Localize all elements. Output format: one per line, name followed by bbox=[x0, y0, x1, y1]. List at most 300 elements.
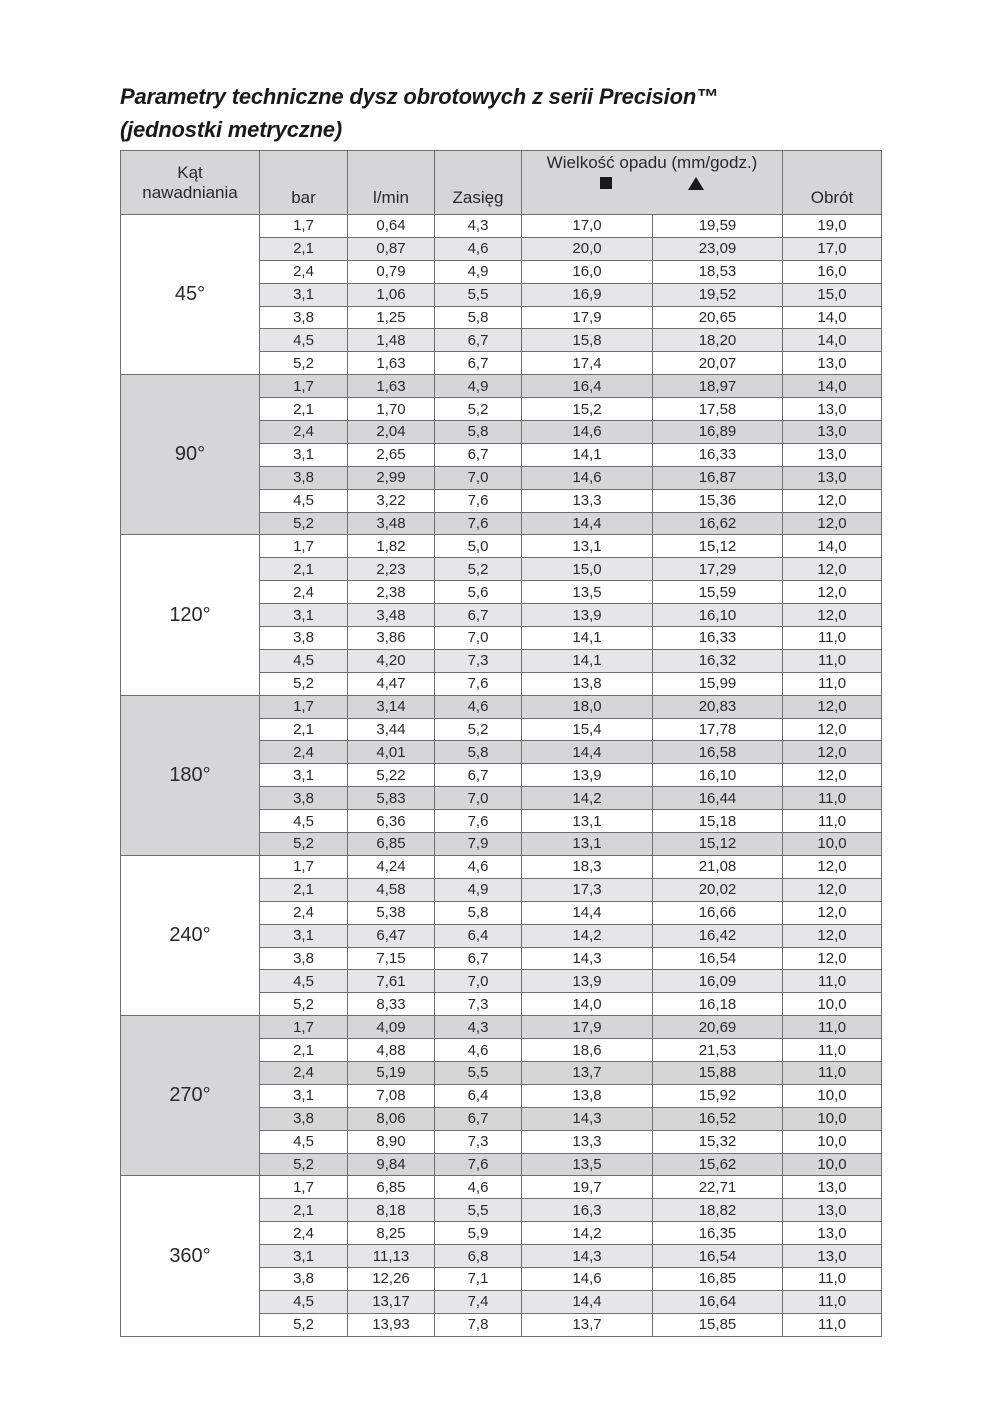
header-bar: bar bbox=[260, 151, 348, 215]
bar-cell: 4,5 bbox=[260, 649, 348, 672]
rotation-cell: 12,0 bbox=[783, 764, 882, 787]
rate-square-cell: 15,0 bbox=[522, 558, 653, 581]
rate-square-cell: 14,6 bbox=[522, 466, 653, 489]
rate-triangle-cell: 16,64 bbox=[653, 1290, 783, 1313]
rotation-cell: 11,0 bbox=[783, 787, 882, 810]
range-cell: 5,2 bbox=[435, 558, 522, 581]
header-precipitation-rate bbox=[522, 151, 783, 215]
rate-triangle-cell: 18,97 bbox=[653, 375, 783, 398]
rate-square-cell: 16,9 bbox=[522, 283, 653, 306]
rotation-cell: 11,0 bbox=[783, 1290, 882, 1313]
range-cell: 4,3 bbox=[435, 1016, 522, 1039]
bar-cell: 3,8 bbox=[260, 306, 348, 329]
rate-square-cell: 13,1 bbox=[522, 810, 653, 833]
rate-square-cell: 16,3 bbox=[522, 1199, 653, 1222]
flow-cell: 7,08 bbox=[348, 1084, 435, 1107]
rate-triangle-cell: 21,53 bbox=[653, 1039, 783, 1062]
rate-triangle-cell: 20,69 bbox=[653, 1016, 783, 1039]
rate-triangle-cell: 16,42 bbox=[653, 924, 783, 947]
rotation-cell: 11,0 bbox=[783, 970, 882, 993]
range-cell: 7,0 bbox=[435, 970, 522, 993]
bar-cell: 3,8 bbox=[260, 627, 348, 650]
bar-cell: 1,7 bbox=[260, 855, 348, 878]
rate-square-cell: 14,4 bbox=[522, 512, 653, 535]
rotation-cell: 12,0 bbox=[783, 741, 882, 764]
rotation-cell: 12,0 bbox=[783, 878, 882, 901]
rate-square-cell: 15,8 bbox=[522, 329, 653, 352]
rotation-cell: 10,0 bbox=[783, 1084, 882, 1107]
angle-cell: 45° bbox=[121, 215, 260, 375]
rotation-cell: 11,0 bbox=[783, 649, 882, 672]
rotation-cell: 13,0 bbox=[783, 443, 882, 466]
rate-square-cell: 20,0 bbox=[522, 237, 653, 260]
rate-square-cell: 14,3 bbox=[522, 1245, 653, 1268]
bar-cell: 2,1 bbox=[260, 878, 348, 901]
rotation-cell: 11,0 bbox=[783, 1061, 882, 1084]
flow-cell: 1,25 bbox=[348, 306, 435, 329]
range-cell: 4,3 bbox=[435, 215, 522, 238]
range-cell: 7,8 bbox=[435, 1313, 522, 1336]
flow-cell: 2,38 bbox=[348, 581, 435, 604]
range-cell: 6,4 bbox=[435, 1084, 522, 1107]
bar-cell: 2,4 bbox=[260, 581, 348, 604]
range-cell: 6,7 bbox=[435, 443, 522, 466]
rate-square-cell: 18,6 bbox=[522, 1039, 653, 1062]
bar-cell: 3,8 bbox=[260, 947, 348, 970]
bar-cell: 3,1 bbox=[260, 1084, 348, 1107]
rate-triangle-cell: 18,53 bbox=[653, 260, 783, 283]
flow-cell: 4,20 bbox=[348, 649, 435, 672]
rate-square-cell: 13,7 bbox=[522, 1313, 653, 1336]
rate-triangle-cell: 15,92 bbox=[653, 1084, 783, 1107]
rotation-cell: 12,0 bbox=[783, 718, 882, 741]
flow-cell: 1,63 bbox=[348, 352, 435, 375]
rate-square-cell: 14,4 bbox=[522, 1290, 653, 1313]
rotation-cell: 10,0 bbox=[783, 1153, 882, 1176]
range-cell: 6,7 bbox=[435, 329, 522, 352]
specs-table bbox=[120, 150, 882, 1337]
rate-triangle-cell: 16,58 bbox=[653, 741, 783, 764]
table-row bbox=[121, 695, 882, 718]
bar-cell: 1,7 bbox=[260, 535, 348, 558]
rotation-cell: 14,0 bbox=[783, 375, 882, 398]
table-row bbox=[121, 215, 882, 238]
flow-cell: 0,87 bbox=[348, 237, 435, 260]
bar-cell: 3,1 bbox=[260, 1245, 348, 1268]
rate-triangle-cell: 16,62 bbox=[653, 512, 783, 535]
rate-square-cell: 16,4 bbox=[522, 375, 653, 398]
range-cell: 4,6 bbox=[435, 237, 522, 260]
range-cell: 5,8 bbox=[435, 306, 522, 329]
rate-triangle-cell: 16,18 bbox=[653, 993, 783, 1016]
rotation-cell: 12,0 bbox=[783, 512, 882, 535]
rotation-cell: 19,0 bbox=[783, 215, 882, 238]
rotation-cell: 13,0 bbox=[783, 352, 882, 375]
angle-cell: 120° bbox=[121, 535, 260, 695]
bar-cell: 3,1 bbox=[260, 604, 348, 627]
range-cell: 6,8 bbox=[435, 1245, 522, 1268]
angle-cell: 270° bbox=[121, 1016, 260, 1176]
rotation-cell: 10,0 bbox=[783, 1107, 882, 1130]
range-cell: 7,6 bbox=[435, 512, 522, 535]
flow-cell: 5,22 bbox=[348, 764, 435, 787]
rate-square-cell: 13,9 bbox=[522, 604, 653, 627]
square-spacing-icon bbox=[600, 177, 612, 189]
bar-cell: 1,7 bbox=[260, 1176, 348, 1199]
rate-triangle-cell: 15,32 bbox=[653, 1130, 783, 1153]
rate-square-cell: 18,0 bbox=[522, 695, 653, 718]
rotation-cell: 13,0 bbox=[783, 421, 882, 444]
rate-square-cell: 19,7 bbox=[522, 1176, 653, 1199]
rotation-cell: 10,0 bbox=[783, 1130, 882, 1153]
header-angle-line2: nawadniania bbox=[142, 182, 238, 202]
rotation-cell: 12,0 bbox=[783, 604, 882, 627]
angle-cell: 180° bbox=[121, 695, 260, 855]
bar-cell: 2,4 bbox=[260, 421, 348, 444]
rate-triangle-cell: 19,59 bbox=[653, 215, 783, 238]
rate-triangle-cell: 16,09 bbox=[653, 970, 783, 993]
flow-cell: 5,83 bbox=[348, 787, 435, 810]
range-cell: 7,6 bbox=[435, 672, 522, 695]
flow-cell: 8,90 bbox=[348, 1130, 435, 1153]
bar-cell: 4,5 bbox=[260, 1130, 348, 1153]
flow-cell: 3,48 bbox=[348, 512, 435, 535]
range-cell: 6,7 bbox=[435, 352, 522, 375]
rate-triangle-cell: 16,54 bbox=[653, 1245, 783, 1268]
rate-square-cell: 14,4 bbox=[522, 901, 653, 924]
rotation-cell: 12,0 bbox=[783, 695, 882, 718]
rate-square-cell: 14,2 bbox=[522, 1222, 653, 1245]
range-cell: 4,9 bbox=[435, 878, 522, 901]
rate-triangle-cell: 16,85 bbox=[653, 1267, 783, 1290]
bar-cell: 5,2 bbox=[260, 833, 348, 856]
range-cell: 6,7 bbox=[435, 947, 522, 970]
range-cell: 7,4 bbox=[435, 1290, 522, 1313]
rate-square-cell: 14,2 bbox=[522, 787, 653, 810]
bar-cell: 4,5 bbox=[260, 489, 348, 512]
rate-square-cell: 13,7 bbox=[522, 1061, 653, 1084]
range-cell: 5,8 bbox=[435, 741, 522, 764]
rotation-cell: 13,0 bbox=[783, 1222, 882, 1245]
rate-square-cell: 17,3 bbox=[522, 878, 653, 901]
flow-cell: 4,58 bbox=[348, 878, 435, 901]
rate-triangle-cell: 16,10 bbox=[653, 604, 783, 627]
rotation-cell: 11,0 bbox=[783, 672, 882, 695]
flow-cell: 7,15 bbox=[348, 947, 435, 970]
rate-square-cell: 14,3 bbox=[522, 1107, 653, 1130]
rate-triangle-cell: 16,52 bbox=[653, 1107, 783, 1130]
flow-cell: 9,84 bbox=[348, 1153, 435, 1176]
rate-triangle-cell: 16,54 bbox=[653, 947, 783, 970]
flow-cell: 2,99 bbox=[348, 466, 435, 489]
rate-triangle-cell: 16,44 bbox=[653, 787, 783, 810]
rate-triangle-cell: 17,78 bbox=[653, 718, 783, 741]
table-row bbox=[121, 855, 882, 878]
header-angle bbox=[121, 151, 260, 215]
rate-triangle-cell: 16,66 bbox=[653, 901, 783, 924]
table-row bbox=[121, 535, 882, 558]
rate-square-cell: 14,4 bbox=[522, 741, 653, 764]
bar-cell: 5,2 bbox=[260, 512, 348, 535]
rate-square-cell: 17,0 bbox=[522, 215, 653, 238]
range-cell: 4,9 bbox=[435, 375, 522, 398]
range-cell: 6,7 bbox=[435, 604, 522, 627]
rate-square-cell: 13,8 bbox=[522, 672, 653, 695]
rate-square-cell: 13,9 bbox=[522, 764, 653, 787]
rate-triangle-cell: 20,83 bbox=[653, 695, 783, 718]
flow-cell: 2,04 bbox=[348, 421, 435, 444]
flow-cell: 3,44 bbox=[348, 718, 435, 741]
bar-cell: 5,2 bbox=[260, 352, 348, 375]
bar-cell: 5,2 bbox=[260, 993, 348, 1016]
flow-cell: 3,48 bbox=[348, 604, 435, 627]
rate-triangle-cell: 15,36 bbox=[653, 489, 783, 512]
range-cell: 5,5 bbox=[435, 1199, 522, 1222]
rotation-cell: 13,0 bbox=[783, 1176, 882, 1199]
rotation-cell: 12,0 bbox=[783, 924, 882, 947]
rate-square-cell: 14,3 bbox=[522, 947, 653, 970]
rate-square-cell: 14,6 bbox=[522, 421, 653, 444]
flow-cell: 13,17 bbox=[348, 1290, 435, 1313]
range-cell: 7,1 bbox=[435, 1267, 522, 1290]
bar-cell: 3,8 bbox=[260, 1107, 348, 1130]
range-cell: 7,0 bbox=[435, 787, 522, 810]
bar-cell: 4,5 bbox=[260, 810, 348, 833]
rotation-cell: 15,0 bbox=[783, 283, 882, 306]
bar-cell: 2,4 bbox=[260, 1061, 348, 1084]
bar-cell: 5,2 bbox=[260, 1313, 348, 1336]
bar-cell: 3,1 bbox=[260, 924, 348, 947]
rate-triangle-cell: 16,10 bbox=[653, 764, 783, 787]
bar-cell: 3,1 bbox=[260, 764, 348, 787]
rotation-cell: 10,0 bbox=[783, 993, 882, 1016]
range-cell: 7,6 bbox=[435, 489, 522, 512]
rate-triangle-cell: 18,20 bbox=[653, 329, 783, 352]
bar-cell: 1,7 bbox=[260, 215, 348, 238]
range-cell: 7,9 bbox=[435, 833, 522, 856]
flow-cell: 2,23 bbox=[348, 558, 435, 581]
bar-cell: 4,5 bbox=[260, 1290, 348, 1313]
range-cell: 5,2 bbox=[435, 398, 522, 421]
range-cell: 5,0 bbox=[435, 535, 522, 558]
flow-cell: 5,38 bbox=[348, 901, 435, 924]
rate-square-cell: 15,2 bbox=[522, 398, 653, 421]
flow-cell: 1,48 bbox=[348, 329, 435, 352]
flow-cell: 4,47 bbox=[348, 672, 435, 695]
range-cell: 5,8 bbox=[435, 901, 522, 924]
bar-cell: 2,1 bbox=[260, 237, 348, 260]
rate-triangle-cell: 15,62 bbox=[653, 1153, 783, 1176]
rate-square-cell: 17,9 bbox=[522, 1016, 653, 1039]
rate-triangle-cell: 20,07 bbox=[653, 352, 783, 375]
header-angle-line1: Kąt bbox=[177, 162, 203, 182]
rate-square-cell: 14,1 bbox=[522, 649, 653, 672]
rotation-cell: 11,0 bbox=[783, 1313, 882, 1336]
rotation-cell: 13,0 bbox=[783, 1245, 882, 1268]
flow-cell: 4,01 bbox=[348, 741, 435, 764]
page-title-line1: Parametry techniczne dysz obrotowych z serii Precision™ bbox=[120, 84, 718, 109]
rate-square-cell: 13,1 bbox=[522, 535, 653, 558]
rotation-cell: 16,0 bbox=[783, 260, 882, 283]
rate-square-cell: 15,4 bbox=[522, 718, 653, 741]
bar-cell: 2,1 bbox=[260, 558, 348, 581]
flow-cell: 7,61 bbox=[348, 970, 435, 993]
flow-cell: 0,79 bbox=[348, 260, 435, 283]
rotation-cell: 13,0 bbox=[783, 398, 882, 421]
triangle-spacing-icon bbox=[688, 177, 704, 190]
rate-triangle-cell: 15,12 bbox=[653, 535, 783, 558]
range-cell: 7,3 bbox=[435, 649, 522, 672]
table-row bbox=[121, 1176, 882, 1199]
header-flow: l/min bbox=[348, 151, 435, 215]
rate-square-cell: 17,4 bbox=[522, 352, 653, 375]
rotation-cell: 14,0 bbox=[783, 535, 882, 558]
rate-square-cell: 13,9 bbox=[522, 970, 653, 993]
rotation-cell: 12,0 bbox=[783, 855, 882, 878]
rate-triangle-cell: 20,02 bbox=[653, 878, 783, 901]
flow-cell: 1,06 bbox=[348, 283, 435, 306]
range-cell: 6,4 bbox=[435, 924, 522, 947]
rate-square-cell: 14,0 bbox=[522, 993, 653, 1016]
range-cell: 7,0 bbox=[435, 627, 522, 650]
page-title-line2: (jednostki metryczne) bbox=[120, 117, 342, 142]
flow-cell: 3,22 bbox=[348, 489, 435, 512]
flow-cell: 8,25 bbox=[348, 1222, 435, 1245]
bar-cell: 1,7 bbox=[260, 1016, 348, 1039]
bar-cell: 3,8 bbox=[260, 1267, 348, 1290]
rate-square-cell: 13,8 bbox=[522, 1084, 653, 1107]
header-row bbox=[121, 151, 882, 215]
range-cell: 7,3 bbox=[435, 1130, 522, 1153]
range-cell: 4,6 bbox=[435, 695, 522, 718]
rate-square-cell: 17,9 bbox=[522, 306, 653, 329]
rotation-cell: 10,0 bbox=[783, 833, 882, 856]
bar-cell: 5,2 bbox=[260, 1153, 348, 1176]
range-cell: 7,6 bbox=[435, 1153, 522, 1176]
range-cell: 6,7 bbox=[435, 1107, 522, 1130]
flow-cell: 1,70 bbox=[348, 398, 435, 421]
rate-square-cell: 13,5 bbox=[522, 1153, 653, 1176]
angle-cell: 90° bbox=[121, 375, 260, 535]
rate-triangle-cell: 15,12 bbox=[653, 833, 783, 856]
rate-triangle-cell: 15,18 bbox=[653, 810, 783, 833]
bar-cell: 1,7 bbox=[260, 375, 348, 398]
flow-cell: 4,24 bbox=[348, 855, 435, 878]
rotation-cell: 12,0 bbox=[783, 947, 882, 970]
flow-cell: 1,82 bbox=[348, 535, 435, 558]
table-row bbox=[121, 375, 882, 398]
rotation-cell: 11,0 bbox=[783, 1039, 882, 1062]
rotation-cell: 12,0 bbox=[783, 558, 882, 581]
flow-cell: 8,18 bbox=[348, 1199, 435, 1222]
rate-triangle-cell: 22,71 bbox=[653, 1176, 783, 1199]
flow-cell: 6,47 bbox=[348, 924, 435, 947]
rate-triangle-cell: 17,58 bbox=[653, 398, 783, 421]
bar-cell: 2,4 bbox=[260, 260, 348, 283]
rotation-cell: 14,0 bbox=[783, 306, 882, 329]
flow-cell: 11,13 bbox=[348, 1245, 435, 1268]
bar-cell: 1,7 bbox=[260, 695, 348, 718]
rate-triangle-cell: 15,88 bbox=[653, 1061, 783, 1084]
range-cell: 7,6 bbox=[435, 810, 522, 833]
rotation-cell: 14,0 bbox=[783, 329, 882, 352]
rate-square-cell: 13,3 bbox=[522, 489, 653, 512]
range-cell: 5,5 bbox=[435, 1061, 522, 1084]
bar-cell: 2,4 bbox=[260, 1222, 348, 1245]
rotation-cell: 12,0 bbox=[783, 901, 882, 924]
bar-cell: 3,8 bbox=[260, 787, 348, 810]
rate-square-cell: 16,0 bbox=[522, 260, 653, 283]
flow-cell: 1,63 bbox=[348, 375, 435, 398]
rotation-cell: 11,0 bbox=[783, 810, 882, 833]
rotation-cell: 17,0 bbox=[783, 237, 882, 260]
header-rotation: Obrót bbox=[783, 151, 882, 215]
bar-cell: 3,1 bbox=[260, 283, 348, 306]
rotation-cell: 12,0 bbox=[783, 581, 882, 604]
flow-cell: 6,36 bbox=[348, 810, 435, 833]
rotation-cell: 13,0 bbox=[783, 466, 882, 489]
bar-cell: 2,1 bbox=[260, 1199, 348, 1222]
angle-cell: 360° bbox=[121, 1176, 260, 1336]
rate-triangle-cell: 21,08 bbox=[653, 855, 783, 878]
flow-cell: 5,19 bbox=[348, 1061, 435, 1084]
rate-triangle-cell: 15,85 bbox=[653, 1313, 783, 1336]
rate-triangle-cell: 15,59 bbox=[653, 581, 783, 604]
table-row bbox=[121, 1016, 882, 1039]
rotation-cell: 13,0 bbox=[783, 1199, 882, 1222]
rate-square-cell: 14,2 bbox=[522, 924, 653, 947]
rate-square-cell: 13,5 bbox=[522, 581, 653, 604]
rate-square-cell: 14,1 bbox=[522, 627, 653, 650]
range-cell: 4,6 bbox=[435, 855, 522, 878]
rotation-cell: 11,0 bbox=[783, 1267, 882, 1290]
rate-triangle-cell: 15,99 bbox=[653, 672, 783, 695]
page-title bbox=[120, 80, 900, 146]
bar-cell: 2,1 bbox=[260, 1039, 348, 1062]
bar-cell: 4,5 bbox=[260, 970, 348, 993]
rate-square-cell: 13,1 bbox=[522, 833, 653, 856]
flow-cell: 6,85 bbox=[348, 1176, 435, 1199]
flow-cell: 3,14 bbox=[348, 695, 435, 718]
rate-triangle-cell: 23,09 bbox=[653, 237, 783, 260]
rate-triangle-cell: 20,65 bbox=[653, 306, 783, 329]
rate-triangle-cell: 18,82 bbox=[653, 1199, 783, 1222]
flow-cell: 4,88 bbox=[348, 1039, 435, 1062]
rate-square-cell: 13,3 bbox=[522, 1130, 653, 1153]
rate-square-cell: 18,3 bbox=[522, 855, 653, 878]
rate-triangle-cell: 16,32 bbox=[653, 649, 783, 672]
rate-triangle-cell: 16,33 bbox=[653, 443, 783, 466]
range-cell: 5,6 bbox=[435, 581, 522, 604]
range-cell: 6,7 bbox=[435, 764, 522, 787]
bar-cell: 4,5 bbox=[260, 329, 348, 352]
range-cell: 7,3 bbox=[435, 993, 522, 1016]
range-cell: 4,9 bbox=[435, 260, 522, 283]
rate-triangle-cell: 17,29 bbox=[653, 558, 783, 581]
rate-triangle-cell: 19,52 bbox=[653, 283, 783, 306]
flow-cell: 0,64 bbox=[348, 215, 435, 238]
rotation-cell: 12,0 bbox=[783, 489, 882, 512]
rotation-cell: 11,0 bbox=[783, 1016, 882, 1039]
range-cell: 5,5 bbox=[435, 283, 522, 306]
flow-cell: 4,09 bbox=[348, 1016, 435, 1039]
header-range: Zasięg bbox=[435, 151, 522, 215]
flow-cell: 2,65 bbox=[348, 443, 435, 466]
bar-cell: 3,1 bbox=[260, 443, 348, 466]
range-cell: 5,8 bbox=[435, 421, 522, 444]
rate-triangle-cell: 16,33 bbox=[653, 627, 783, 650]
range-cell: 7,0 bbox=[435, 466, 522, 489]
